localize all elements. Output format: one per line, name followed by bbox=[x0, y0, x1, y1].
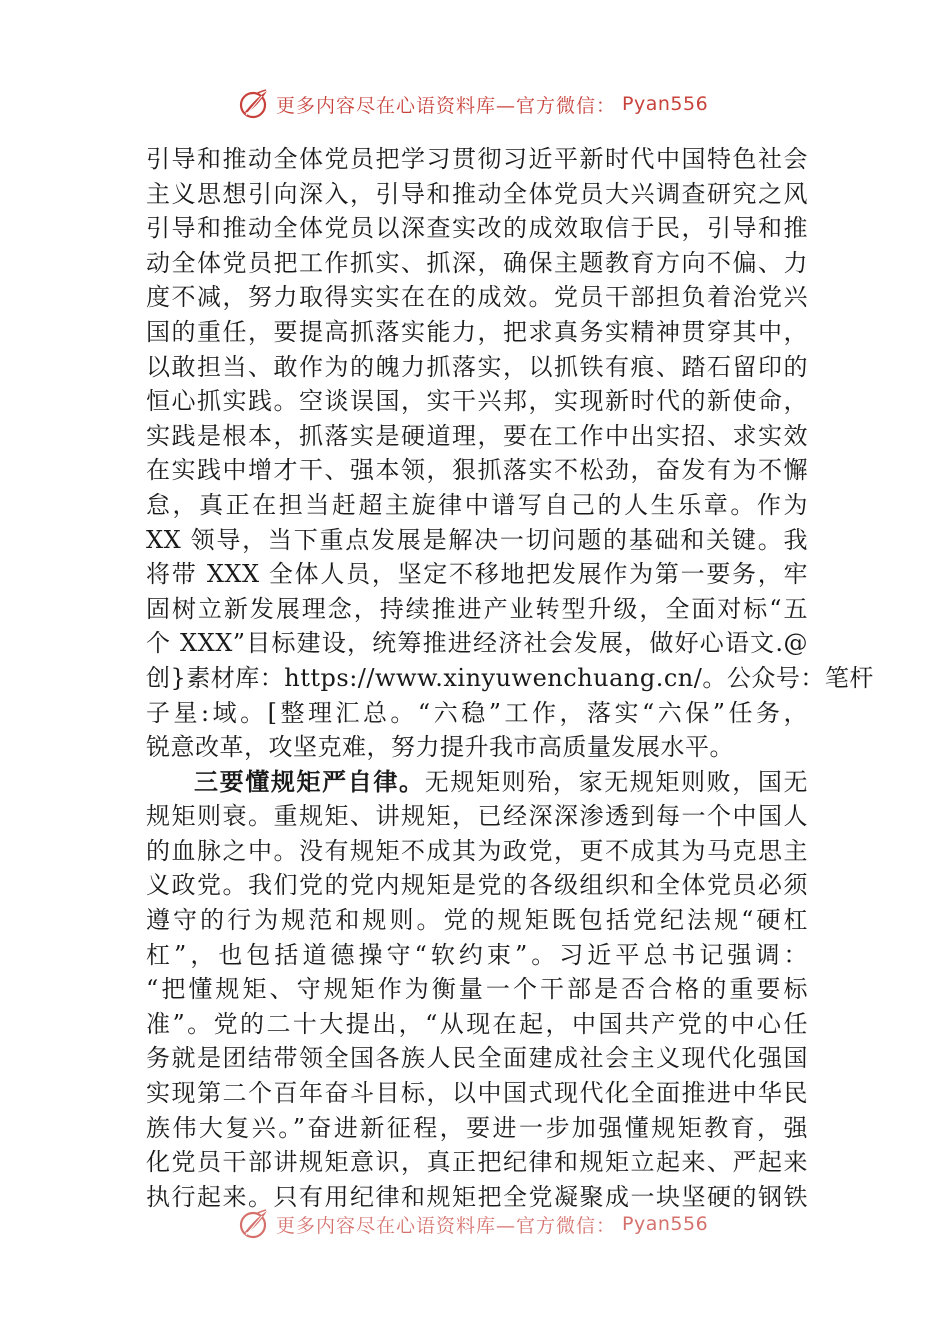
text-line: 在实践中增才干、强本领，狠抓落实不松劲，奋发有为不懈 bbox=[146, 456, 808, 485]
watermark-id: Pyan556 bbox=[622, 1213, 709, 1235]
text-line: 杠”，也包括道德操守“软约束”。习近平总书记强调： bbox=[146, 940, 808, 969]
text-line: 引导和推动全体党员把学习贯彻习近平新时代中国特色社会 bbox=[146, 145, 808, 173]
text-line: 遵守的行为规范和规则。党的规矩既包括党纪法规“硬杠 bbox=[146, 906, 808, 935]
text-line: 准”。党的二十大提出，“从现在起，中国共产党的中心任 bbox=[146, 1009, 808, 1038]
header-watermark bbox=[236, 84, 736, 124]
text-line: 国的重任，要提高抓落实能力，把求真务实精神贯穿其中， bbox=[146, 317, 808, 346]
text-line: 化党员干部讲规矩意识，真正把纪律和规矩立起来、严起来 bbox=[146, 1148, 808, 1177]
watermark-text: 更多内容尽在心语资料库—官方微信： bbox=[276, 94, 617, 117]
text-line-first bbox=[146, 765, 808, 800]
paragraph-2 bbox=[146, 765, 808, 1215]
lead-line-rest: 无规矩则殆，家无规矩则败，国无 bbox=[424, 767, 809, 796]
text-line: 将带 XXX 全体人员，坚定不移地把发展作为第一要务，牢 bbox=[146, 560, 808, 589]
text-line: 怠，真正在担当赶超主旋律中谱写自己的人生乐章。作为 bbox=[146, 490, 808, 519]
text-line: 执行起来。只有用纪律和规矩把全党凝聚成一块坚硬的钢铁 bbox=[146, 1182, 808, 1211]
text-line: 固树立新发展理念，持续推进产业转型升级，全面对标“五 bbox=[146, 594, 808, 623]
watermark-id: Pyan556 bbox=[622, 93, 709, 115]
feather-logo-icon bbox=[236, 86, 272, 122]
text-line: 族伟大复兴。”奋进新征程，要进一步加强懂规矩教育，强 bbox=[146, 1113, 808, 1142]
text-line: 引导和推动全体党员以深查实改的成效取信于民，引导和推 bbox=[146, 214, 808, 243]
text-line: 锐意改革，攻坚克难，努力提升我市高质量发展水平。 bbox=[146, 733, 734, 762]
text-line: 实现第二个百年奋斗目标，以中国式现代化全面推进中华民 bbox=[146, 1079, 808, 1108]
text-line: 实践是根本，抓落实是硬道理，要在工作中出实招、求实效 bbox=[146, 421, 808, 450]
paragraph-1 bbox=[146, 142, 874, 765]
text-line: 主义思想引向深入，引导和推动全体党员大兴调查研究之风 bbox=[146, 179, 808, 208]
text-line: 以敢担当、敢作为的魄力抓落实，以抓铁有痕、踏石留印的 bbox=[146, 352, 808, 381]
text-line: 义政党。我们党的党内规矩是党的各级组织和全体党员必须 bbox=[146, 871, 808, 900]
text-line: 创}素材库：https://www.xinyuwenchuang.cn/。公众号：笔杆 bbox=[146, 663, 874, 692]
footer-watermark bbox=[236, 1204, 736, 1244]
text-line: XX 领导，当下重点发展是解决一切问题的基础和关键。我 bbox=[146, 525, 808, 554]
text-line: “把懂规矩、守规矩作为衡量一个干部是否合格的重要标 bbox=[146, 975, 808, 1004]
watermark-text: 更多内容尽在心语资料库—官方微信： bbox=[276, 1214, 617, 1237]
text-line: 动全体党员把工作抓实、抓深，确保主题教育方向不偏、力 bbox=[146, 248, 808, 277]
paragraph-lead-heading: 三要懂规矩严自律。 bbox=[194, 766, 425, 796]
text-line: 的血脉之中。没有规矩不成其为政党，更不成其为马克思主 bbox=[146, 836, 808, 865]
text-line: 度不减，努力取得实实在在的成效。党员干部担负着治党兴 bbox=[146, 283, 808, 312]
text-line: 个 XXX”目标建设，统筹推进经济社会发展，做好心语文.@ bbox=[146, 629, 808, 658]
feather-logo-icon bbox=[236, 1206, 272, 1242]
text-line: 规矩则衰。重规矩、讲规矩，已经深深渗透到每一个中国人 bbox=[146, 802, 808, 831]
body-text bbox=[146, 142, 874, 1214]
text-line: 子星:域。[整理汇总。“六稳”工作，落实“六保”任务， bbox=[146, 698, 808, 727]
text-line: 恒心抓实践。空谈误国，实干兴邦，实现新时代的新使命， bbox=[146, 387, 808, 416]
text-line: 务就是团结带领全国各族人民全面建成社会主义现代化强国 bbox=[146, 1044, 808, 1073]
